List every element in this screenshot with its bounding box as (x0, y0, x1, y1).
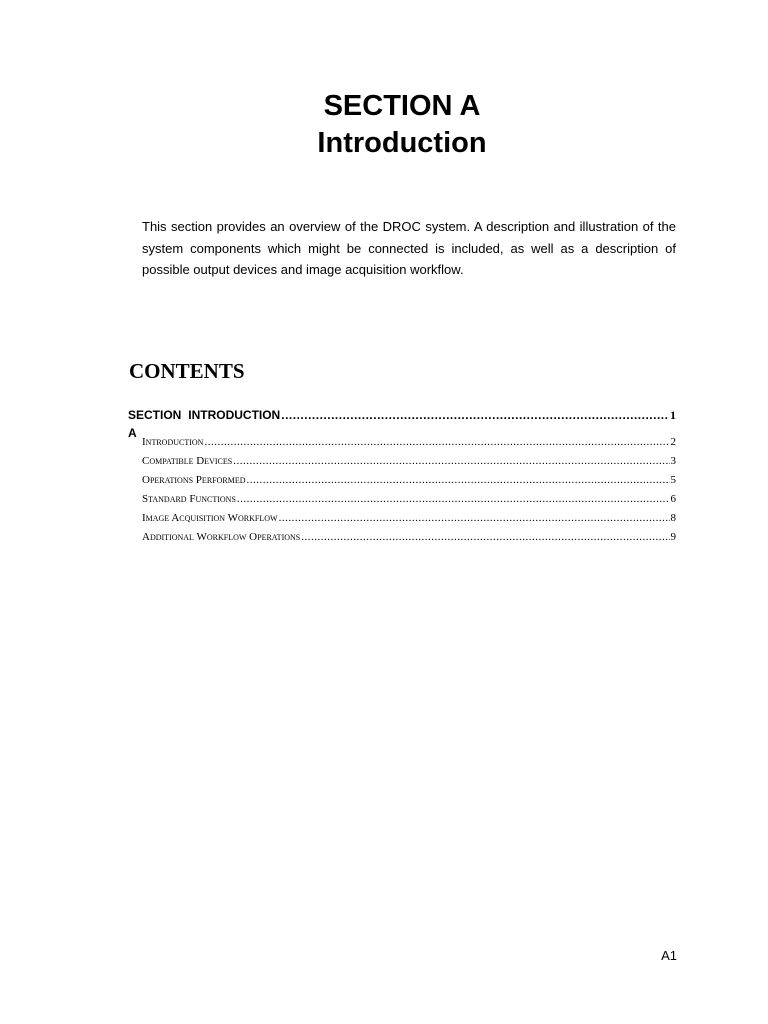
toc-entry-label: Additional Workflow Operations (142, 531, 301, 543)
toc-entry-label: Operations Performed (142, 474, 246, 486)
toc-entry-label: Introduction (142, 436, 204, 448)
toc-entry-label: Standard Functions (142, 493, 236, 505)
toc-leader (247, 471, 670, 490)
toc-leader (281, 406, 669, 424)
section-subtitle: Introduction (317, 127, 487, 159)
toc-entry-label: Compatible Devices (142, 455, 233, 467)
toc-entry-page: 9 (670, 531, 676, 543)
toc-entry[interactable] (142, 471, 676, 490)
intro-paragraph: This section provides an overview of the DROC system. A description and illustration of the system components which might be connected is included, as well as a description of possible output devices and image acquisition workflow. (142, 219, 676, 277)
toc-entry-page: 8 (670, 512, 676, 524)
toc-entry-page: 3 (670, 455, 676, 467)
toc-leader (279, 509, 670, 528)
section-title: SECTION A (323, 90, 481, 122)
toc-leader (204, 433, 669, 452)
toc-list (142, 433, 676, 547)
toc-entry[interactable] (142, 528, 676, 547)
toc-entry[interactable] (142, 433, 676, 452)
toc-entry[interactable] (142, 490, 676, 509)
toc-main-section: SECTION A (128, 408, 182, 440)
toc-entry-label: Image Acquisition Workflow (142, 512, 278, 524)
page-number: A1 (661, 948, 677, 963)
toc-entry-page: 2 (670, 436, 676, 448)
toc-main-page: 1 (670, 408, 676, 422)
toc-entry[interactable] (142, 509, 676, 528)
toc-entry-page: 6 (670, 493, 676, 505)
toc-main-title: INTRODUCTION (188, 408, 281, 422)
toc-entry[interactable] (142, 452, 676, 471)
contents-heading: CONTENTS (129, 359, 245, 383)
toc-leader (301, 528, 669, 547)
toc-leader (237, 490, 670, 509)
toc-leader (233, 452, 669, 471)
toc-entry-page: 5 (670, 474, 676, 486)
